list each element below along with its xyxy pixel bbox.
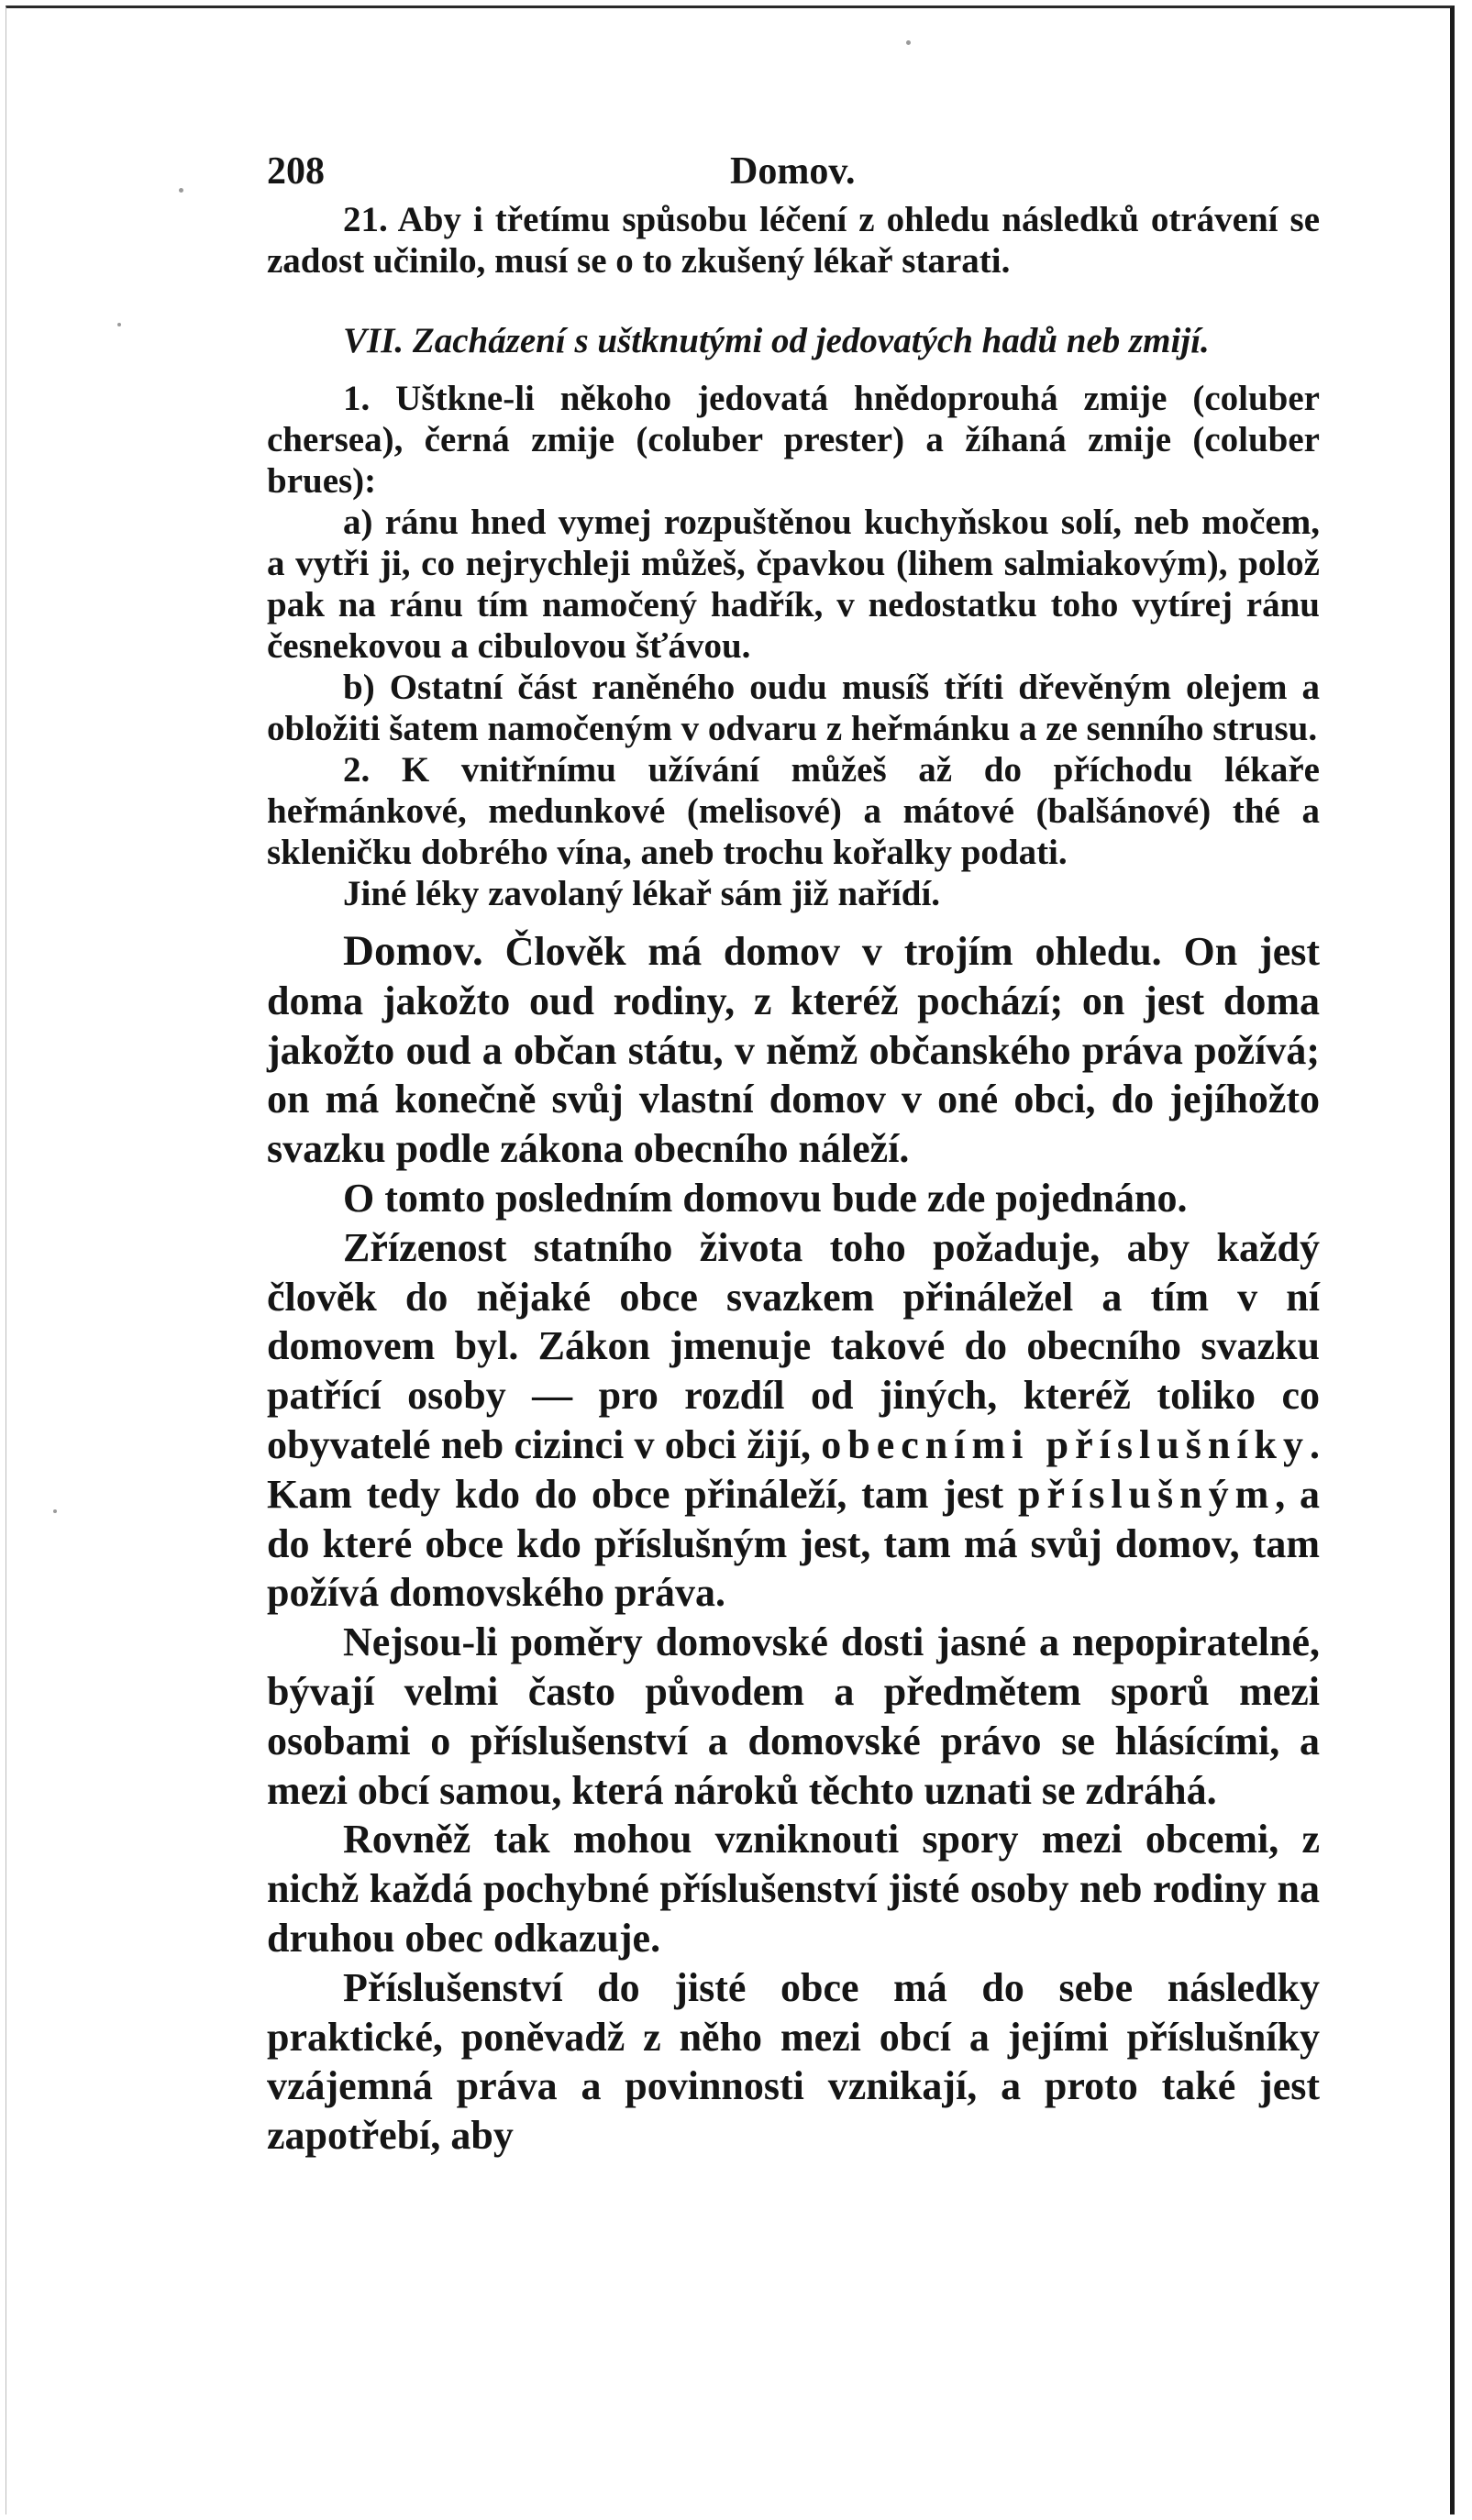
scan-speck <box>53 1509 57 1513</box>
paragraph-domov-law <box>267 1223 1320 1618</box>
paragraph-snakebite-2: 2. K vnitřnímu užívání můžeš až do příchodu lékaře heřmánkové, medunkové (melisové) a mátové (balšánové) thé a skleničku dobrého vína, aneb trochu kořalky podati. <box>267 750 1320 872</box>
paragraph-domov-municipal: Rovněž tak mohou vzniknouti spory mezi obcemi, z nichž každá pochybné příslušenství jisté osoby neb rodiny na druhou obec odkazuje. <box>267 1817 1320 1961</box>
law-text-b: . Kam tedy kdo do obce přináleží, tam jest <box>267 1421 1321 1517</box>
paragraph-domov-disputes: Nejsou-li poměry domovské dosti jasné a nepopiratelné, bývají velmi často původem a předmětem sporů mezi osobami o příslušenství a domovské právo se hlásícími, a mezi obcí samou, která nároků těchto uznati se zdráhá. <box>267 1619 1320 1813</box>
paragraph-snakebite-a: a) ránu hned vymej rozpuštěnou kuchyňskou solí, neb močem, a vytři ji, co nejrychleji můžeš, čpavkou (lihem salmiakovým), polož pak na ránu tím namočený hadřík, v nedostatku toho vytírej ránu česnekovou a cibulovou šťávou. <box>267 503 1320 666</box>
paragraph-treatment-21: 21. Aby i třetímu spůsobu léčení z ohledu následků otrávení se zadost učinilo, musí se o to zkušený lékař starati. <box>267 200 1320 281</box>
running-head <box>267 133 1320 199</box>
paragraph-snakebite-1: 1. Uštkne-li někoho jedovatá hnědoprouhá zmije (coluber chersea), černá zmije (coluber prester) a žíhaná zmije (coluber brues): <box>267 379 1320 501</box>
scan-speck <box>906 40 911 45</box>
running-title: Domov. <box>730 150 856 193</box>
domov-intro-text: Člověk má domov v trojím ohledu. On jest doma jakožto oud rodiny, z kteréž pochází; on jest doma jakožto oud a občan státu, v němž občanského práva požívá; on má konečně svůj vlastní domov v oné obci, do jejíhožto svazku podle zákona obecního náleží. <box>267 929 1320 1172</box>
law-text-c: , a do které obce kdo příslušným jest, tam má svůj domov, tam požívá domovského práva. <box>267 1471 1321 1616</box>
entry-term: Domov. <box>343 927 483 975</box>
emphasis-members: obecními příslušníky <box>821 1421 1311 1467</box>
scan-speck <box>117 323 121 326</box>
page-number: 208 <box>267 150 325 193</box>
paragraph-domov-intro <box>267 927 1320 1174</box>
paragraph-snakebite-b: b) Ostatní část raněného oudu musíš tříti dřevěným olejem a obložiti šatem namočeným v odvaru z heřmánku a ze senního strusu. <box>267 668 1320 748</box>
law-text-a: Zřízenost statního života toho požaduje, aby každý člověk do nějaké obce svazkem přináležel a tím v ní domovem byl. Zákon jmenuje takové do obecního svazku patřící osoby — pro rozdíl od jiných, kteréž toliko co obyvatelé neb cizinci v obci žijí, <box>267 1224 1320 1467</box>
section-heading-snakebite: VII. Zacházení s uštknutými od jedovatých hadů neb zmijí. <box>343 321 1210 360</box>
emphasis-belonging: příslušným <box>1017 1471 1276 1517</box>
paragraph-domov-practical: Příslušenství do jisté obce má do sebe následky praktické, poněvadž z něho mezi obcí a jejími příslušníky vzájemná práva a povinnosti vznikají, a proto také jest zapotřebí, aby <box>267 1964 1320 2159</box>
scan-speck <box>179 188 183 193</box>
paragraph-domov-topic: O tomto posledním domovu bude zde pojednáno. <box>343 1175 1188 1221</box>
book-page <box>267 133 1320 2161</box>
paragraph-snakebite-3: Jiné léky zavolaný lékař sám již nařídí. <box>343 874 941 913</box>
